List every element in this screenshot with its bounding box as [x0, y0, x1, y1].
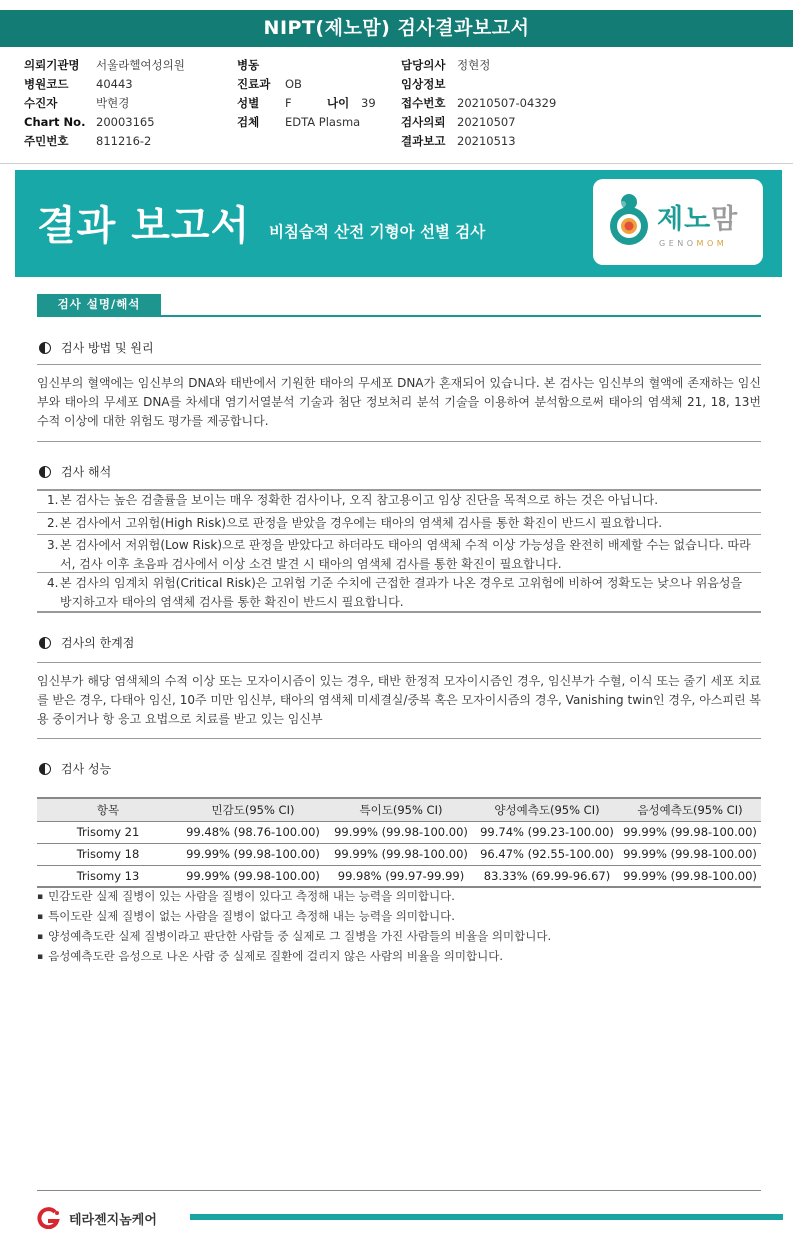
result-banner [15, 170, 782, 277]
meta-label: 검체 [237, 115, 260, 129]
logo-wordmark-en [659, 239, 727, 248]
divider [37, 611, 761, 613]
table-cell: 99.99% (99.98-100.00) [327, 821, 475, 843]
genomom-emblem-icon [607, 192, 651, 248]
table-cell: 99.99% (99.98-100.00) [179, 865, 327, 887]
meta-value: F [285, 96, 292, 110]
limits-paragraph: 임신부가 해당 염색체의 수적 이상 또는 모자이시즘이 있는 경우, 태반 한정적 모자이시즘인 경우, 임신부가 수혈, 이식 또는 줄기 세포 치료를 받은 경우, 다태아 임신, 10주 미만 임신부, 태아의 염색체 미세결실/중복 혹은 모자이시즘의 경우, Vanishing twin인 경우, 아스피린 복용 중이거나 항 응고 요법으로 치료를 받고 있는 임신부 [37, 674, 761, 726]
meta-value: EDTA Plasma [285, 115, 361, 129]
meta-value: 20210513 [457, 134, 516, 148]
heading-performance [39, 760, 111, 777]
performance-notes [37, 887, 551, 967]
list-text: 본 검사는 높은 검출률을 보이는 매우 정확한 검사이나, 오직 참고용이고 임상 진단을 목적으로 하는 것은 아닙니다. [60, 493, 659, 507]
heading-method [39, 339, 154, 356]
logo-en-part-b: MOM [696, 239, 728, 248]
column-header: 음성예측도(95% CI) [619, 798, 761, 821]
heading-interpretation [39, 463, 111, 480]
heading-performance-text: 검사 성능 [61, 762, 112, 776]
divider [37, 534, 761, 535]
meta-value: 20210507-04329 [457, 96, 557, 110]
table-cell: 96.47% (92.55-100.00) [475, 843, 619, 865]
banner-title: 결과 보고서 [37, 203, 251, 249]
table-row [37, 865, 761, 887]
note-item: ▪ 음성예측도란 음성으로 나온 사람 중 실제로 질환에 걸리지 않은 사람의 비율을 의미합니다. [37, 947, 551, 967]
note-item: ▪ 민감도란 실제 질병이 있는 사람을 질병이 있다고 측정해 내는 능력을 의미합니다. [37, 887, 551, 907]
table-cell: 99.98% (99.97-99.99) [327, 865, 475, 887]
divider [37, 738, 761, 739]
list-text: 본 검사에서 저위험(Low Risk)으로 판정을 받았다고 하더라도 태아의 염색체 수적 이상 가능성을 완전히 배제할 수는 없습니다. 따라서, 검사 이후 초음파 검사에서 이상 소견 발견 시 태아의 염색체 검사를 통한 확진이 필요합니다. [60, 538, 751, 571]
table-row [37, 821, 761, 843]
table-cell: 99.99% (99.98-100.00) [179, 843, 327, 865]
company-logo [33, 1207, 157, 1229]
meta-row-ward [237, 56, 376, 75]
meta-column-2 [237, 56, 376, 132]
meta-row-request-date [401, 113, 556, 132]
table-header-row [37, 798, 761, 821]
note-item: ▪ 양성예측도란 실제 질병이라고 판단한 사람들 중 실제로 그 질병을 가진 사람들의 비율을 의미합니다. [37, 927, 551, 947]
table-cell: 99.74% (99.23-100.00) [475, 821, 619, 843]
meta-value: 20003165 [96, 115, 155, 129]
logo-wordmark-ko [657, 197, 738, 236]
meta-row-clinical-info [401, 75, 556, 94]
meta-value: 정현정 [457, 58, 491, 72]
meta-label: 병동 [237, 58, 260, 72]
method-paragraph: 임신부의 혈액에는 임신부의 DNA와 태반에서 기원한 태아의 무세포 DNA가 혼재되어 있습니다. 본 검사는 임신부의 혈액에 존재하는 임신부와 태아의 무세포 DNA를 차세대 염기서열분석 기술과 첨단 정보처리 분석 기술을 이용하여 분석함으로써 태아의 염색체 21, 18, 13번 수적 이상에 대한 위험도 평가를 제공합니다. [37, 376, 761, 428]
meta-label: 담당의사 [401, 58, 446, 72]
half-circle-icon [39, 466, 51, 478]
banner-subtitle: 비침습적 산전 기형아 선별 검사 [269, 223, 486, 241]
meta-row-receipt-no [401, 94, 556, 113]
meta-value: 811216-2 [96, 134, 152, 148]
meta-row-specimen [237, 113, 376, 132]
heading-limits [39, 634, 134, 651]
note-item: ▪ 특이도란 실제 질병이 없는 사람을 질병이 없다고 측정해 내는 능력을 의미합니다. [37, 907, 551, 927]
meta-row-patient [24, 94, 185, 113]
meta-value-age: 39 [361, 96, 376, 110]
section-tab-description: 검사 설명/해석 [37, 294, 161, 315]
meta-label: 임상정보 [401, 77, 446, 91]
list-number: 4. [47, 576, 59, 590]
logo-en-part-a: GENO [659, 239, 697, 248]
table-cell: Trisomy 18 [37, 843, 179, 865]
column-header: 특이도(95% CI) [327, 798, 475, 821]
table-cell: Trisomy 13 [37, 865, 179, 887]
meta-label: 검사의뢰 [401, 115, 446, 129]
divider [37, 441, 761, 442]
list-item [47, 574, 757, 612]
divider [37, 572, 761, 573]
meta-label: 성별 [237, 96, 260, 110]
table-cell: 99.99% (99.98-100.00) [619, 865, 761, 887]
list-text: 본 검사에서 고위험(High Risk)으로 판정을 받았을 경우에는 태아의 염색체 검사를 통한 확진이 반드시 필요합니다. [60, 516, 663, 530]
list-number: 3. [47, 538, 59, 552]
meta-value: 40443 [96, 77, 133, 91]
terragen-g-icon [33, 1207, 65, 1229]
list-item [47, 514, 757, 533]
meta-row-chart-no [24, 113, 185, 132]
list-number: 1. [47, 493, 59, 507]
table-row [37, 843, 761, 865]
meta-row-report-date [401, 132, 556, 151]
meta-value: 20210507 [457, 115, 516, 129]
section-underline [37, 315, 761, 317]
meta-value: OB [285, 77, 302, 91]
divider [37, 512, 761, 513]
meta-row-doctor [401, 56, 556, 75]
table-cell: 99.48% (98.76-100.00) [179, 821, 327, 843]
table-cell: Trisomy 21 [37, 821, 179, 843]
footer-accent-bar [190, 1214, 783, 1220]
meta-label: Chart No. [24, 115, 86, 129]
meta-label: 수진자 [24, 96, 58, 110]
list-item [47, 536, 757, 574]
logo-ko-part-a: 제노 [657, 204, 712, 235]
heading-method-text: 검사 방법 및 원리 [61, 341, 154, 355]
report-title: NIPT(제노맘) 검사결과보고서 [0, 10, 793, 47]
meta-row-sex-age [237, 94, 376, 113]
meta-label: 접수번호 [401, 96, 446, 110]
half-circle-icon [39, 763, 51, 775]
meta-row-hospital-code [24, 75, 185, 94]
meta-value: 박현경 [96, 96, 130, 110]
meta-label-age: 나이 [327, 96, 350, 110]
meta-label: 의뢰기관명 [24, 58, 80, 72]
meta-label: 병원코드 [24, 77, 69, 91]
list-item [47, 491, 757, 510]
meta-label: 결과보고 [401, 134, 446, 148]
meta-value: 서울라헬여성의원 [96, 58, 185, 72]
divider [37, 364, 761, 365]
column-header: 양성예측도(95% CI) [475, 798, 619, 821]
meta-row-institution [24, 56, 185, 75]
column-header: 항목 [37, 798, 179, 821]
logo-ko-part-b: 맘 [711, 204, 739, 235]
half-circle-icon [39, 637, 51, 649]
meta-label: 주민번호 [24, 134, 69, 148]
table-cell: 83.33% (69.99-96.67) [475, 865, 619, 887]
meta-column-3 [401, 56, 556, 151]
column-header: 민감도(95% CI) [179, 798, 327, 821]
divider [37, 662, 761, 663]
table-cell: 99.99% (99.98-100.00) [619, 843, 761, 865]
table-cell: 99.99% (99.98-100.00) [619, 821, 761, 843]
header-divider [0, 163, 793, 164]
table-cell: 99.99% (99.98-100.00) [327, 843, 475, 865]
meta-row-department [237, 75, 376, 94]
list-number: 2. [47, 516, 59, 530]
meta-label: 진료과 [237, 77, 271, 91]
meta-row-id-number [24, 132, 185, 151]
performance-table [37, 797, 761, 888]
company-name: 테라젠지놈케어 [69, 1212, 157, 1228]
footer-divider [37, 1190, 761, 1191]
meta-column-1 [24, 56, 185, 151]
half-circle-icon [39, 342, 51, 354]
heading-interpretation-text: 검사 해석 [61, 465, 112, 479]
heading-limits-text: 검사의 한계점 [61, 636, 135, 650]
list-text: 본 검사의 임계치 위험(Critical Risk)은 고위험 기준 수치에 근접한 결과가 나온 경우로 고위험에 비하여 정확도는 낮으나 위음성을 방지하고자 태아의 염색체 검사를 통한 확진이 반드시 필요합니다. [60, 576, 743, 609]
genomom-logo [593, 179, 763, 265]
